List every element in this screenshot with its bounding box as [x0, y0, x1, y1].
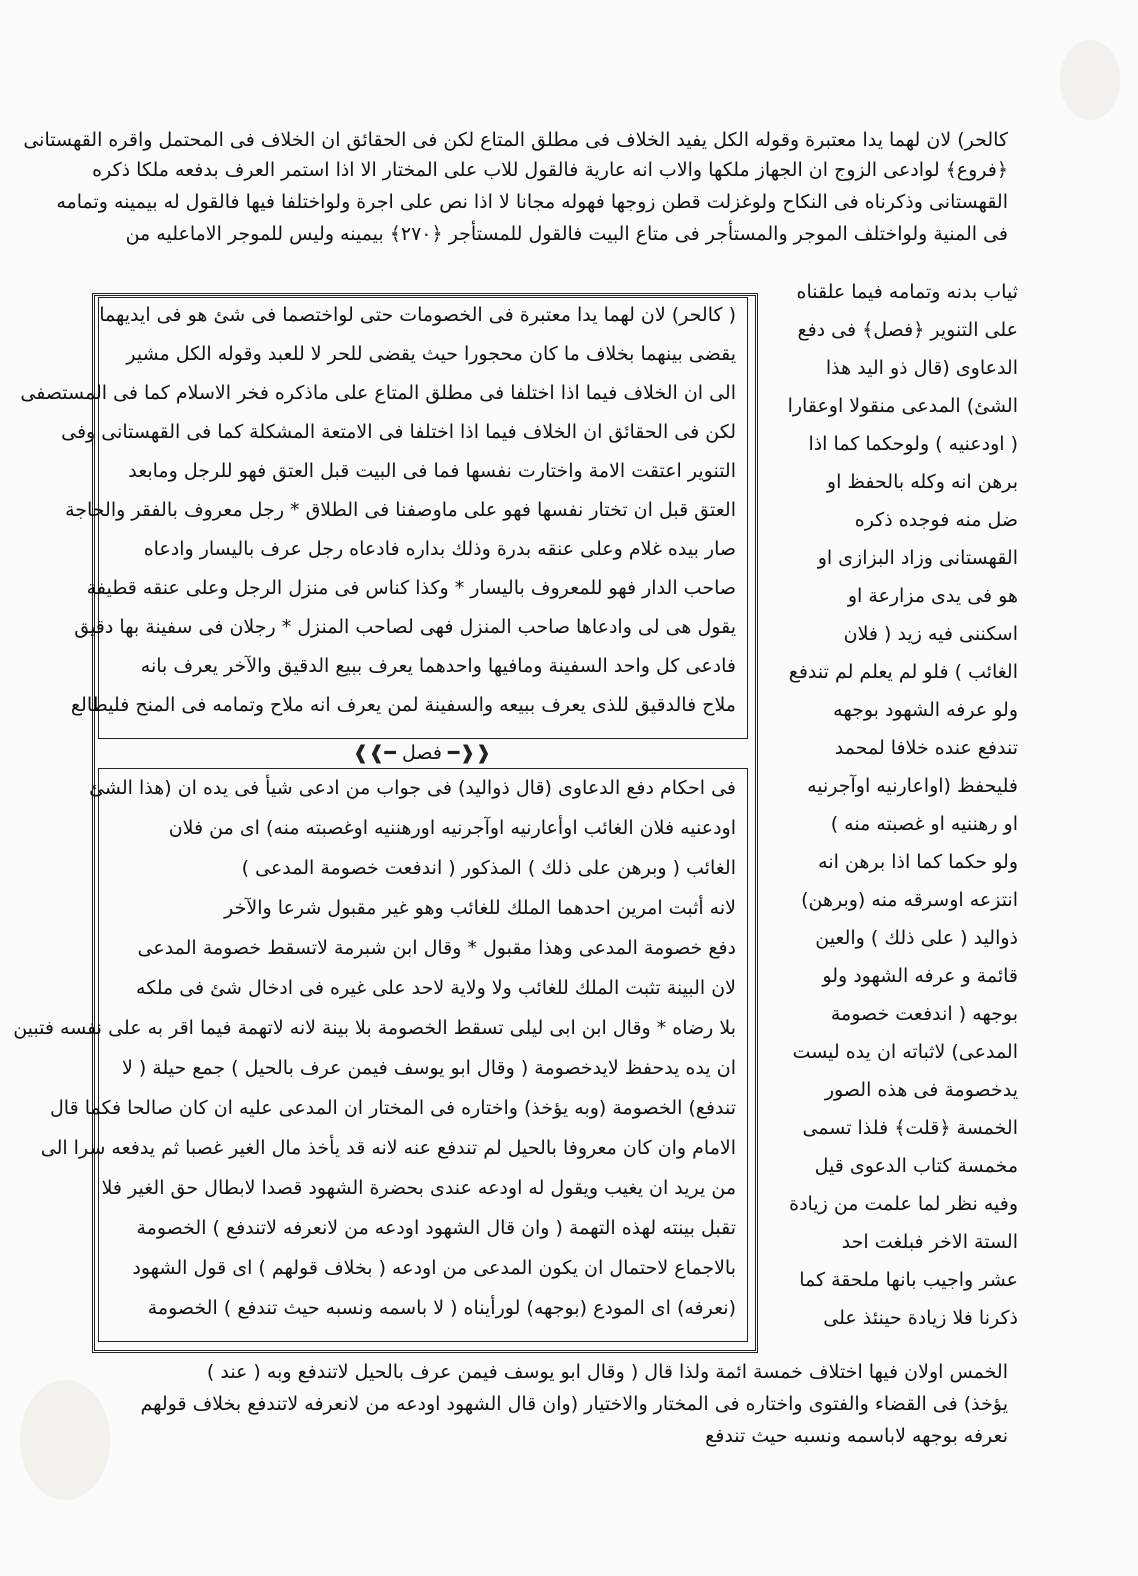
- side-text-line: ولو حكما كما اذا برهن انه: [818, 851, 1018, 873]
- section-title: فصل: [402, 742, 442, 764]
- box-bottom-line: تندفع) الخصومة (وبه يؤخذ) واختاره فى المختار ان المدعى عليه ان كان صالحا فكما قال: [49, 1097, 736, 1119]
- box-bottom-line: (نعرفه) اى المودع (بوجهه) لورأيناه ( لا باسمه ونسبه حيث تندفع ) الخصومة: [147, 1297, 736, 1319]
- side-text-line: الغائب ) فلو لم يعلم لم تندفع: [788, 661, 1018, 683]
- box-bottom-line: الامام وان كان معروفا بالحيل لم تندفع عنه لانه قد يأخذ مال الغير غصبا ثم يدفعه سرا الى: [40, 1137, 736, 1159]
- side-text-line: عشر واجيب بانها ملحقة كما: [799, 1269, 1018, 1291]
- box-top-line: ملاح فالدقيق للذى يعرف ببيعه والسفينة لمن يعرف انه ملاح وتمامه فى المنح فليطالع: [70, 694, 736, 716]
- box-top-line: ( كالحر) لان لهما يدا معتبرة فى الخصومات حتى لواختصما فى شئ هو فى ايديهما: [99, 304, 736, 326]
- side-text-line: قائمة و عرفه الشهود ولو: [822, 965, 1018, 987]
- side-text-line: انتزعه اوسرقه منه (وبرهن): [801, 889, 1018, 911]
- side-text-line: هو فى يدى مزارعة او: [847, 585, 1018, 607]
- side-text-line: الستة الاخر فبلغت احد: [841, 1231, 1018, 1253]
- side-text-line: الشئ) المدعى منقولا اوعقارا: [787, 395, 1018, 417]
- side-text-line: ثياب بدنه وتمامه فيما علقناه: [796, 281, 1018, 303]
- box-bottom-line: فى احكام دفع الدعاوى (قال ذواليد) فى جواب من ادعى شيأ فى يده ان (هذا الشئ: [89, 777, 736, 799]
- side-text-line: الخمسة ﴿قلت﴾ فلذا تسمى: [802, 1117, 1018, 1139]
- box-top-line: صار بيده غلام وعلى عنقه بدرة وذلك بداره فادعاه رجل عرف باليسار وادعاه: [143, 538, 736, 560]
- box-top-line: لكن فى الحقائق ان الخلاف فيما اذا اختلفا فى الامتعة المشكلة كما فى القهستانى وفى: [61, 421, 736, 443]
- top-text-line: فى المنية ولواختلف الموجر والمستأجر فى متاع البيت فالقول للمستأجر ﴿٢٧٠﴾ بيمينه وليس للموجر الاماعليه من: [125, 223, 1008, 245]
- box-bottom-line: بالاجماع لاحتمال ان يكون المدعى من اودعه ( بخلاف قولهم ) اى قول الشهود: [132, 1257, 736, 1279]
- side-text-line: برهن انه وكله بالحفظ او: [826, 471, 1018, 493]
- box-top-line: يقول هى لى وادعاها صاحب المنزل فهى لصاحب المنزل * رجلان فى سفينة بها دقيق: [74, 616, 736, 638]
- side-text-line: فليحفظ (اواعارنيه اوآجرنيه: [807, 775, 1018, 797]
- box-bottom-line: ان يده يدحفظ لايدخصومة ( وقال ابو يوسف فيمن عرف بالحيل ) جمع حيلة ( لا: [121, 1057, 736, 1079]
- side-text-line: ذواليد ( على ذلك ) والعين: [815, 927, 1018, 949]
- side-text-line: يدخصومة فى هذه الصور: [824, 1079, 1018, 1101]
- ornament-right-icon: ━❱❱: [352, 742, 396, 764]
- bottom-text-line: الخمس اولان فيها اختلاف خمسة ائمة ولذا قال ( وقال ابو يوسف فيمن عرف بالحيل لاتندفع وبه ( عند ): [206, 1361, 1008, 1383]
- box-bottom-line: اودعنيه فلان الغائب اوأعارنيه اوآجرنيه اورهننيه اوغصبته منه) اى من فلان: [168, 817, 736, 839]
- paper-stain: [1060, 40, 1120, 120]
- box-bottom-line: لان البينة تثبت الملك للغائب ولا ولاية لاحد على غيره فى ادخال شئ فى ملكه: [136, 977, 736, 999]
- box-bottom-line: لانه أثبت امرين احدهما الملك للغائب وهو غير مقبول شرعا والآخر: [224, 897, 736, 919]
- top-text-line: كالحر) لان لهما يدا معتبرة وقوله الكل يفيد الخلاف فى مطلق المتاع لكن فى الحقائق ان الخلاف فى المحتمل واقره القهستانى: [23, 129, 1008, 151]
- paper-stain: [20, 1380, 110, 1500]
- box-top-line: يقضى بينهما بخلاف ما كان محجورا حيث يقضى للحر لا للعبد وقوله الكل مشير: [126, 343, 736, 365]
- box-bottom-line: الغائب ( وبرهن على ذلك ) المذكور ( اندفعت خصومة المدعى ): [241, 857, 736, 879]
- bottom-text-line: يؤخذ) فى القضاء والفتوى واختاره فى المختار والاختيار (وان قال الشهود اودعه من لانعرفه لاتندفع بخلاف قولهم: [140, 1393, 1008, 1415]
- side-text-line: ولو عرفه الشهود بوجهه: [833, 699, 1018, 721]
- box-bottom-line: تقبل بينته لهذه التهمة ( وان قال الشهود اودعه من لانعرفه لاتندفع ) الخصومة: [136, 1217, 736, 1239]
- top-text-line: القهستانى وذكرناه فى النكاح ولوغزلت قطن زوجها فهوله مجانا لا اذا نص على اجرة ولواختلفا فيها فالقول له بيمينه وتمامه: [56, 191, 1008, 213]
- side-text-line: بوجهه ( اندفعت خصومة: [830, 1003, 1018, 1025]
- side-text-line: ( اودعنيه ) ولوحكما كما اذا: [808, 433, 1018, 455]
- box-bottom-line: من يريد ان يغيب ويقول له اودعه عندى بحضرة الشهود قصدا لابطال حق الغير فلا: [101, 1177, 736, 1199]
- box-top-line: فادعى كل واحد السفينة ومافيها واحدهما يعرف ببيع الدقيق والآخر يعرف بانه: [140, 655, 736, 677]
- side-text-line: ضل منه فوجده ذكره: [854, 509, 1018, 531]
- box-top-line: العتق قبل ان تختار نفسها فهو على ماوصفنا فى الطلاق * رجل معروف بالفقر والحاجة: [65, 499, 736, 521]
- box-top-line: التنوير اعتقت الامة واختارت نفسها فما فى البيت قبل العتق فهو للرجل ومابعد: [128, 460, 736, 482]
- side-text-line: او رهننيه او غصبته منه ): [830, 813, 1018, 835]
- box-bottom-line: دفع خصومة المدعى وهذا مقبول * وقال ابن شبرمة لاتسقط خصومة المدعى: [137, 937, 736, 959]
- section-header: [98, 739, 746, 767]
- side-text-line: على التنوير ﴿فصل﴾ فى دفع: [797, 319, 1018, 341]
- box-top-line: الى ان الخلاف فيما اذا اختلفا فى مطلق المتاع على ماذكره فخر الاسلام كما فى المستصفى: [20, 382, 736, 404]
- side-text-line: ذكرنا فلا زيادة حينئذ على: [823, 1307, 1018, 1329]
- top-text-line: ﴿فروع﴾ لوادعى الزوج ان الجهاز ملكها والاب انه عارية فالقول للاب على المختار الا اذا استمر العرف بدفعه ملكا ذكره: [92, 159, 1008, 181]
- side-text-line: القهستانى وزاد البزازى او: [817, 547, 1018, 569]
- ornament-left-icon: ❰❰━: [448, 742, 492, 764]
- box-top-line: صاحب الدار فهو للمعروف باليسار * وكذا كناس فى منزل الرجل وعلى عنقه قطيفة: [86, 577, 736, 599]
- box-bottom-line: بلا رضاه * وقال ابن ابى ليلى تسقط الخصومة بلا بينة لانه لاتهمة فيما اقر به على نفسه فتبين: [13, 1017, 736, 1039]
- side-text-line: المدعى) لاثباته ان يده ليست: [792, 1041, 1018, 1063]
- side-text-line: الدعاوى (قال ذو اليد هذا: [825, 357, 1018, 379]
- bottom-text-line: نعرفه بوجهه لاباسمه ونسبه حيث تندفع: [705, 1425, 1008, 1447]
- side-text-line: وفيه نظر لما علمت من زيادة: [789, 1193, 1018, 1215]
- side-text-line: اسكننى فيه زيد ( فلان: [843, 623, 1018, 645]
- side-text-line: تندفع عنده خلافا لمحمد: [834, 737, 1018, 759]
- side-text-line: مخمسة كتاب الدعوى قيل: [814, 1155, 1018, 1177]
